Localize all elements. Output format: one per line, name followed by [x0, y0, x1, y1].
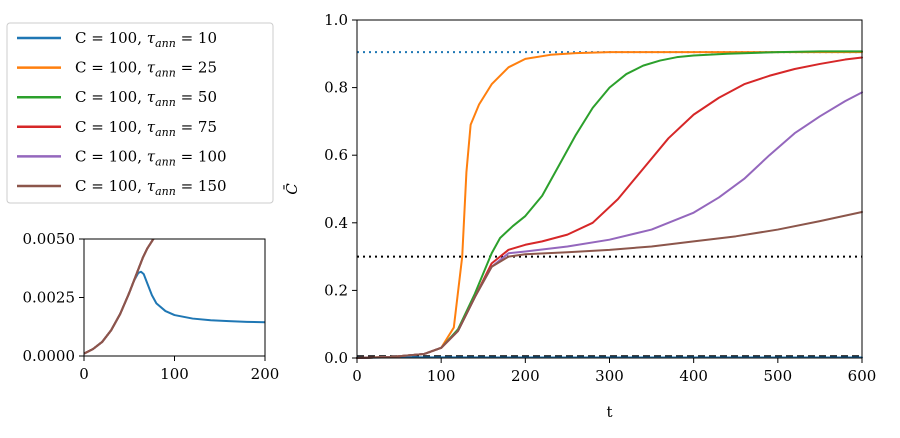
y-tick-label: 0.6 — [324, 146, 348, 165]
series-line-4 — [357, 58, 862, 358]
y-tick-label: 0.2 — [324, 281, 348, 300]
main-x-axis — [352, 358, 876, 385]
series-line-6 — [357, 212, 862, 358]
inset-x-tick-label: 0 — [79, 365, 89, 383]
inset-x-axis — [79, 356, 279, 383]
inset-series-line-1 — [84, 272, 265, 354]
x-tick-label: 600 — [847, 367, 877, 385]
legend-label: C = 100, $\tau_{ann} = 75$ — [75, 117, 217, 139]
x-tick-label: 300 — [595, 367, 624, 385]
x-axis-label: t — [606, 403, 613, 421]
y-axis-label-group — [283, 183, 301, 195]
main-chart-lines — [357, 51, 862, 358]
legend-label: C = 100, $\tau_{ann} = 25$ — [75, 58, 217, 80]
x-tick-label: 200 — [511, 367, 540, 385]
x-tick-label: 0 — [352, 367, 362, 385]
legend-label: C = 100, $\tau_{ann} = 100$ — [75, 147, 227, 169]
inset-y-axis — [23, 230, 85, 365]
inset-chart-frame — [84, 239, 265, 356]
x-tick-label: 400 — [679, 367, 708, 385]
y-tick-label: 0.0 — [324, 349, 348, 367]
legend-label: C = 100, $\tau_{ann} = 150$ — [75, 177, 227, 198]
inset-y-tick-label: 0.0000 — [22, 347, 75, 365]
y-axis-label: C̄ — [283, 183, 301, 195]
inset-x-tick-label: 100 — [160, 365, 189, 383]
legend-label: C = 100, $\tau_{ann} = 50$ — [75, 88, 217, 110]
x-tick-label: 100 — [426, 367, 456, 385]
legend-label: C = 100, $\tau_{ann} = 10$ — [75, 29, 217, 50]
y-tick-label: 1.0 — [324, 11, 348, 29]
inset-x-tick-label: 200 — [250, 365, 280, 383]
series-line-2 — [357, 52, 862, 358]
series-line-3 — [357, 51, 862, 358]
x-tick-label: 500 — [763, 367, 793, 385]
inset-y-tick-label: 0.0025 — [22, 288, 75, 307]
y-tick-label: 0.4 — [324, 213, 348, 232]
main-y-axis — [324, 11, 357, 367]
legend — [7, 23, 273, 203]
legend-box — [7, 23, 273, 203]
inset-chart-lines — [84, 225, 265, 354]
inset-chart — [23, 225, 280, 383]
main-chart — [283, 11, 876, 421]
series-line-5 — [357, 92, 862, 358]
y-tick-label: 0.8 — [324, 78, 348, 97]
inset-y-tick-label: 0.0050 — [22, 230, 75, 248]
